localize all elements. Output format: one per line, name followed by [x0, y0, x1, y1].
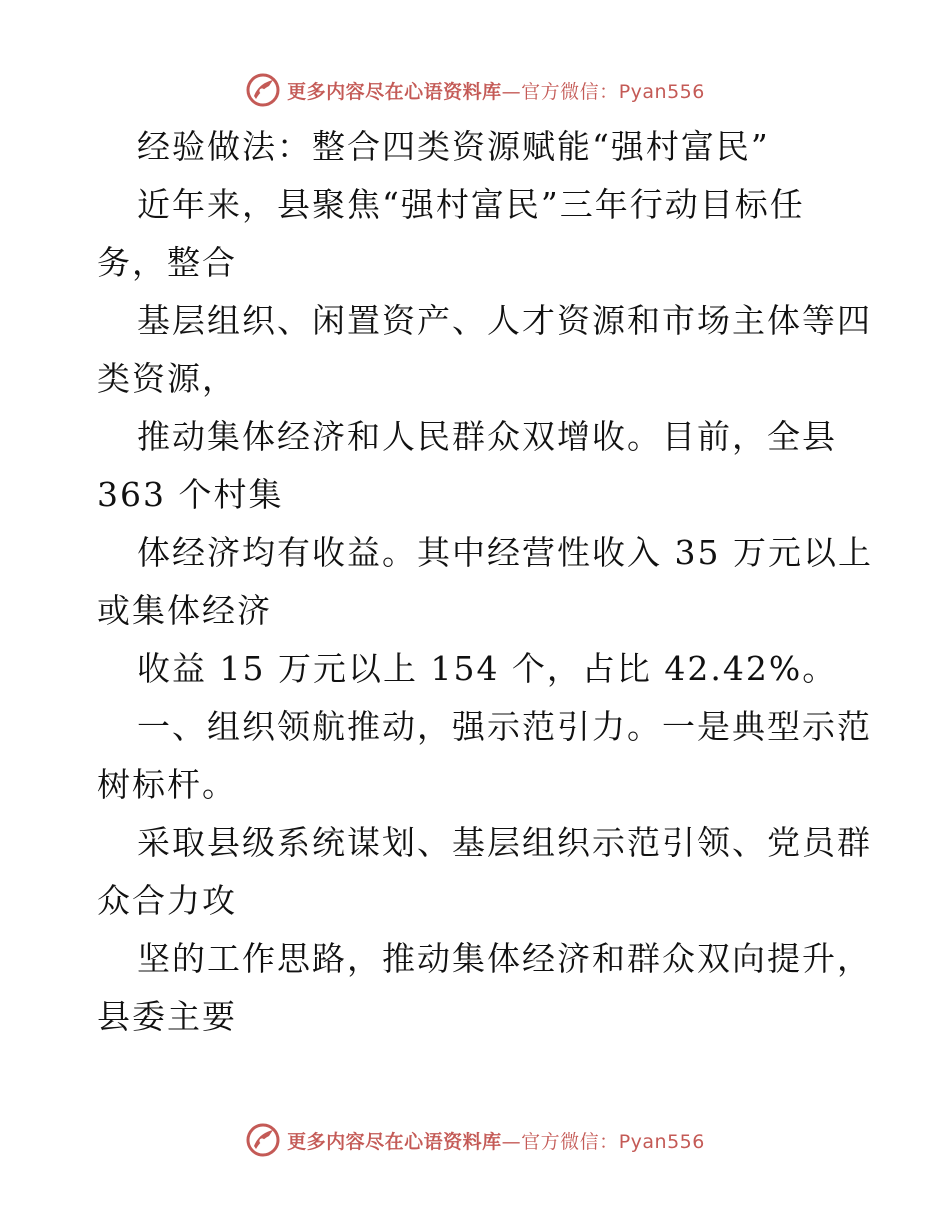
brand-logo-icon: [245, 1122, 281, 1158]
paragraph-line: 收益 15 万元以上 154 个，占比 42.42%。: [137, 649, 838, 688]
paragraph-line: 务，整合: [97, 243, 237, 282]
paragraph-line: 363 个村集: [97, 475, 284, 514]
paragraph-line: 坚的工作思路，推动集体经济和群众双向提升，: [137, 939, 872, 978]
paragraph-line: 或集体经济: [97, 591, 272, 630]
brand-logo-icon: [245, 72, 281, 108]
paragraph-line: 近年来，县聚焦“强村富民”三年行动目标任: [137, 185, 805, 224]
paragraph-line: 体经济均有收益。其中经营性收入 35 万元以上: [137, 533, 873, 572]
paragraph-line: 推动集体经济和人民群众双增收。目前，全县: [137, 417, 837, 456]
paragraph-line: 采取县级系统谋划、基层组织示范引领、党员群: [137, 823, 872, 862]
header-banner-text: 更多内容尽在心语资料库—官方微信：Pyan556: [287, 80, 705, 103]
header-banner: [0, 70, 950, 110]
paragraph-line: 类资源，: [97, 359, 237, 398]
section-heading-line: 一、组织领航推动，强示范引力。一是典型示范: [137, 707, 872, 746]
document-title: 经验做法：整合四类资源赋能“强村富民”: [137, 127, 770, 166]
paragraph-line: 树标杆。: [97, 765, 237, 804]
footer-banner-text: 更多内容尽在心语资料库—官方微信：Pyan556: [287, 1130, 705, 1153]
footer-banner: [0, 1120, 950, 1160]
paragraph-line: 众合力攻: [97, 881, 237, 920]
paragraph-line: 县委主要: [97, 997, 237, 1036]
paragraph-line: 基层组织、闲置资产、人才资源和市场主体等四: [137, 301, 872, 340]
